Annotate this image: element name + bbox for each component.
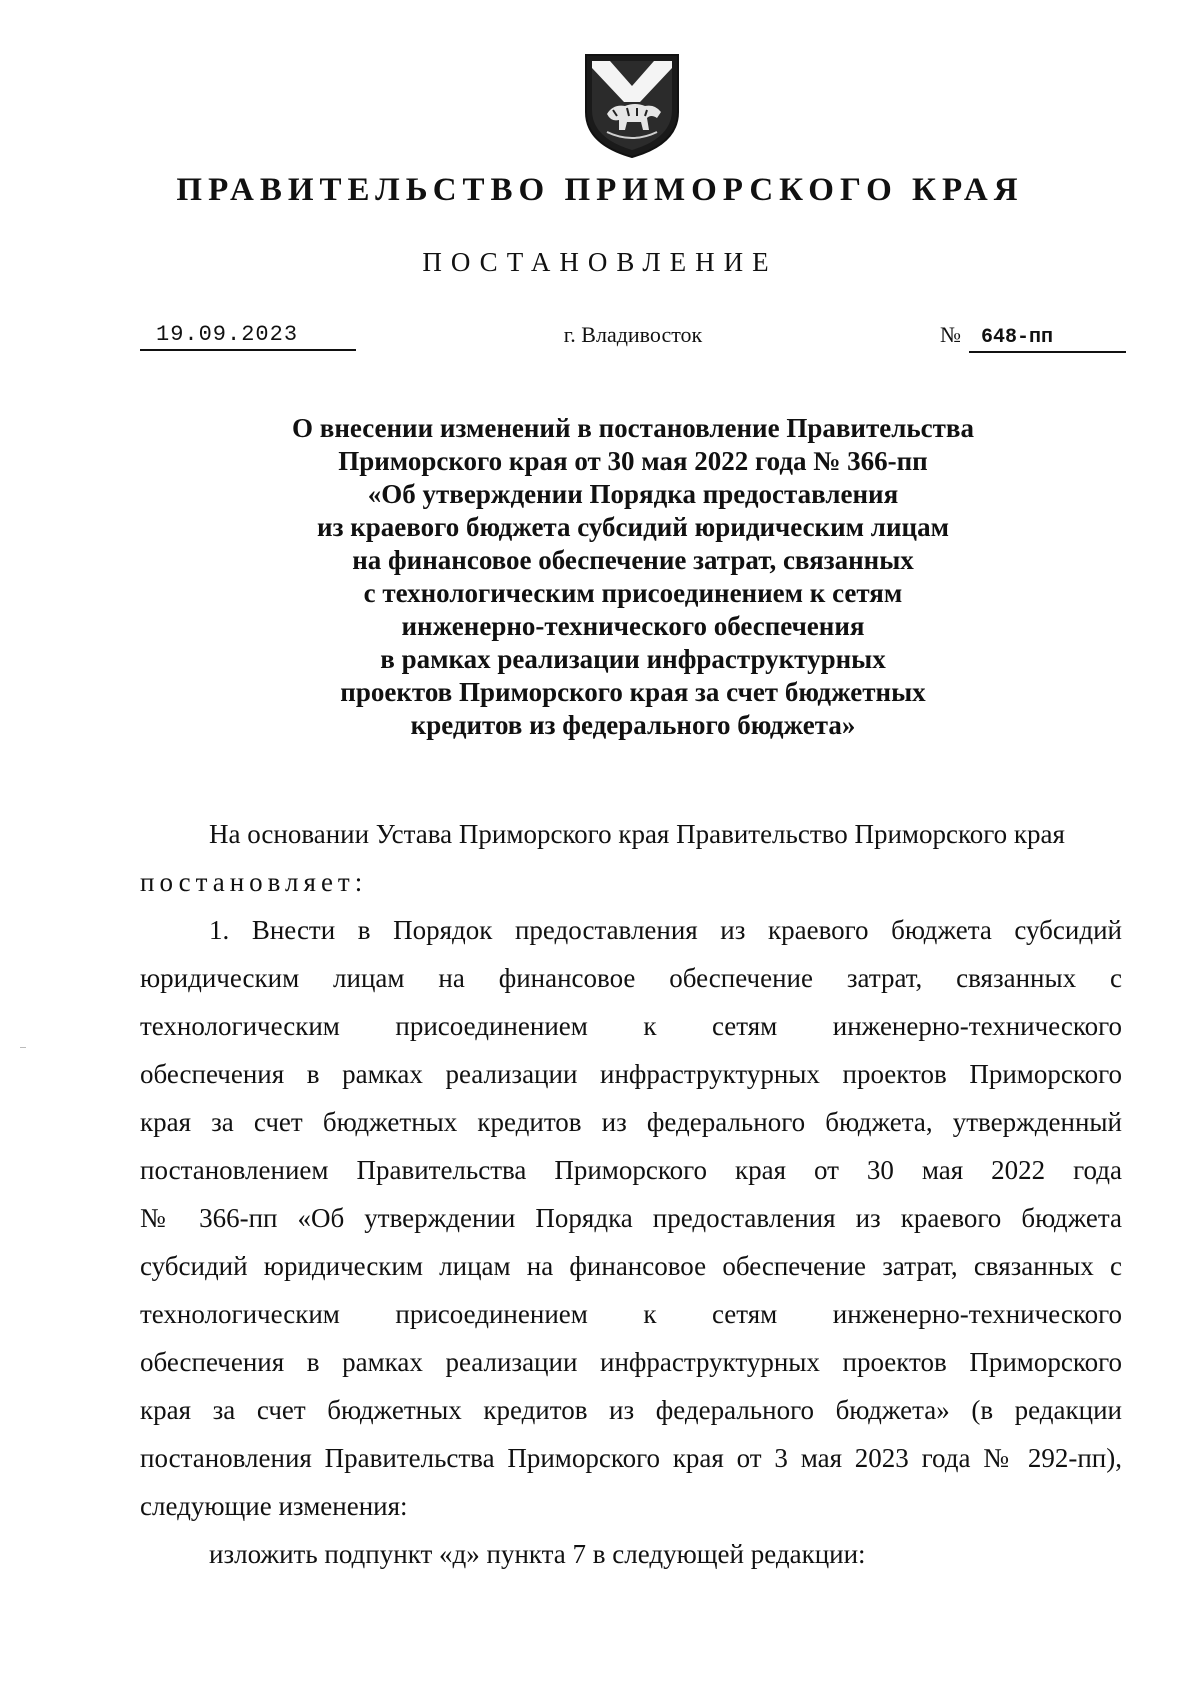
subject-line: Приморского края от 30 мая 2022 года № 366-пп	[338, 446, 928, 476]
resolves-word: постановляет:	[140, 867, 368, 897]
item-1-line: технологическим присоединением к сетям инженерно-технического	[140, 1011, 1122, 1041]
document-type: ПОСТАНОВЛЕНИЕ	[422, 247, 778, 277]
coat-of-arms-emblem	[583, 52, 681, 160]
item-1-line: края за счет бюджетных кредитов из федерального бюджета» (в редакции	[140, 1395, 1122, 1425]
document-number: 648-пп	[969, 326, 1126, 353]
item-1-last-line: следующие изменения:	[140, 1491, 408, 1521]
preamble-line: На основании Устава Приморского края Правительство Приморского края	[209, 819, 1065, 849]
item-1-line: постановлением Правительства Приморского края от 30 мая 2022 года	[140, 1155, 1122, 1185]
item-1-line: постановления Правительства Приморского края от 3 мая 2023 года № 292-пп),	[140, 1443, 1122, 1473]
subject-line: в рамках реализации инфраструктурных	[380, 644, 886, 674]
item-1-line: края за счет бюджетных кредитов из федерального бюджета, утвержденный	[140, 1107, 1122, 1137]
document-city: г. Владивосток	[563, 322, 703, 347]
subject-line: из краевого бюджета субсидий юридическим лицам	[317, 512, 949, 542]
number-sign: №	[940, 322, 961, 347]
subject-line: на финансовое обеспечение затрат, связанных	[352, 545, 914, 575]
document-body	[140, 810, 1122, 1578]
subject-line: «Об утверждении Порядка предоставления	[367, 479, 899, 509]
item-1-line: субсидий юридическим лицам на финансовое обеспечение затрат, связанных с	[140, 1251, 1122, 1281]
subject-line: с технологическим присоединением к сетям	[363, 578, 903, 608]
item-1-line: технологическим присоединением к сетям инженерно-технического	[140, 1299, 1122, 1329]
document-subject	[0, 412, 1200, 742]
subject-line: кредитов из федерального бюджета»	[410, 710, 856, 740]
item-1-line: обеспечения в рамках реализации инфраструктурных проектов Приморского	[140, 1347, 1122, 1377]
subject-line: инженерно-технического обеспечения	[401, 611, 865, 641]
subject-line: проектов Приморского края за счет бюджетных	[340, 677, 926, 707]
document-number-block	[940, 322, 1126, 353]
item-1-line: № 366-пп «Об утверждении Порядка предоставления из краевого бюджета	[140, 1203, 1122, 1233]
scan-margin-mark	[20, 1047, 26, 1048]
document-date: 19.09.2023	[140, 322, 356, 351]
item-1-line: юридическим лицам на финансовое обеспечение затрат, связанных с	[140, 963, 1122, 993]
item-1-line: 1. Внести в Порядок предоставления из краевого бюджета субсидий	[209, 915, 1122, 945]
subitem-line: изложить подпункт «д» пункта 7 в следующей редакции:	[209, 1539, 866, 1569]
subject-line: О внесении изменений в постановление Правительства	[292, 413, 974, 443]
item-1-line: обеспечения в рамках реализации инфраструктурных проектов Приморского	[140, 1059, 1122, 1089]
government-title: ПРАВИТЕЛЬСТВО ПРИМОРСКОГО КРАЯ	[176, 172, 1024, 208]
document-meta-row	[0, 322, 1200, 362]
